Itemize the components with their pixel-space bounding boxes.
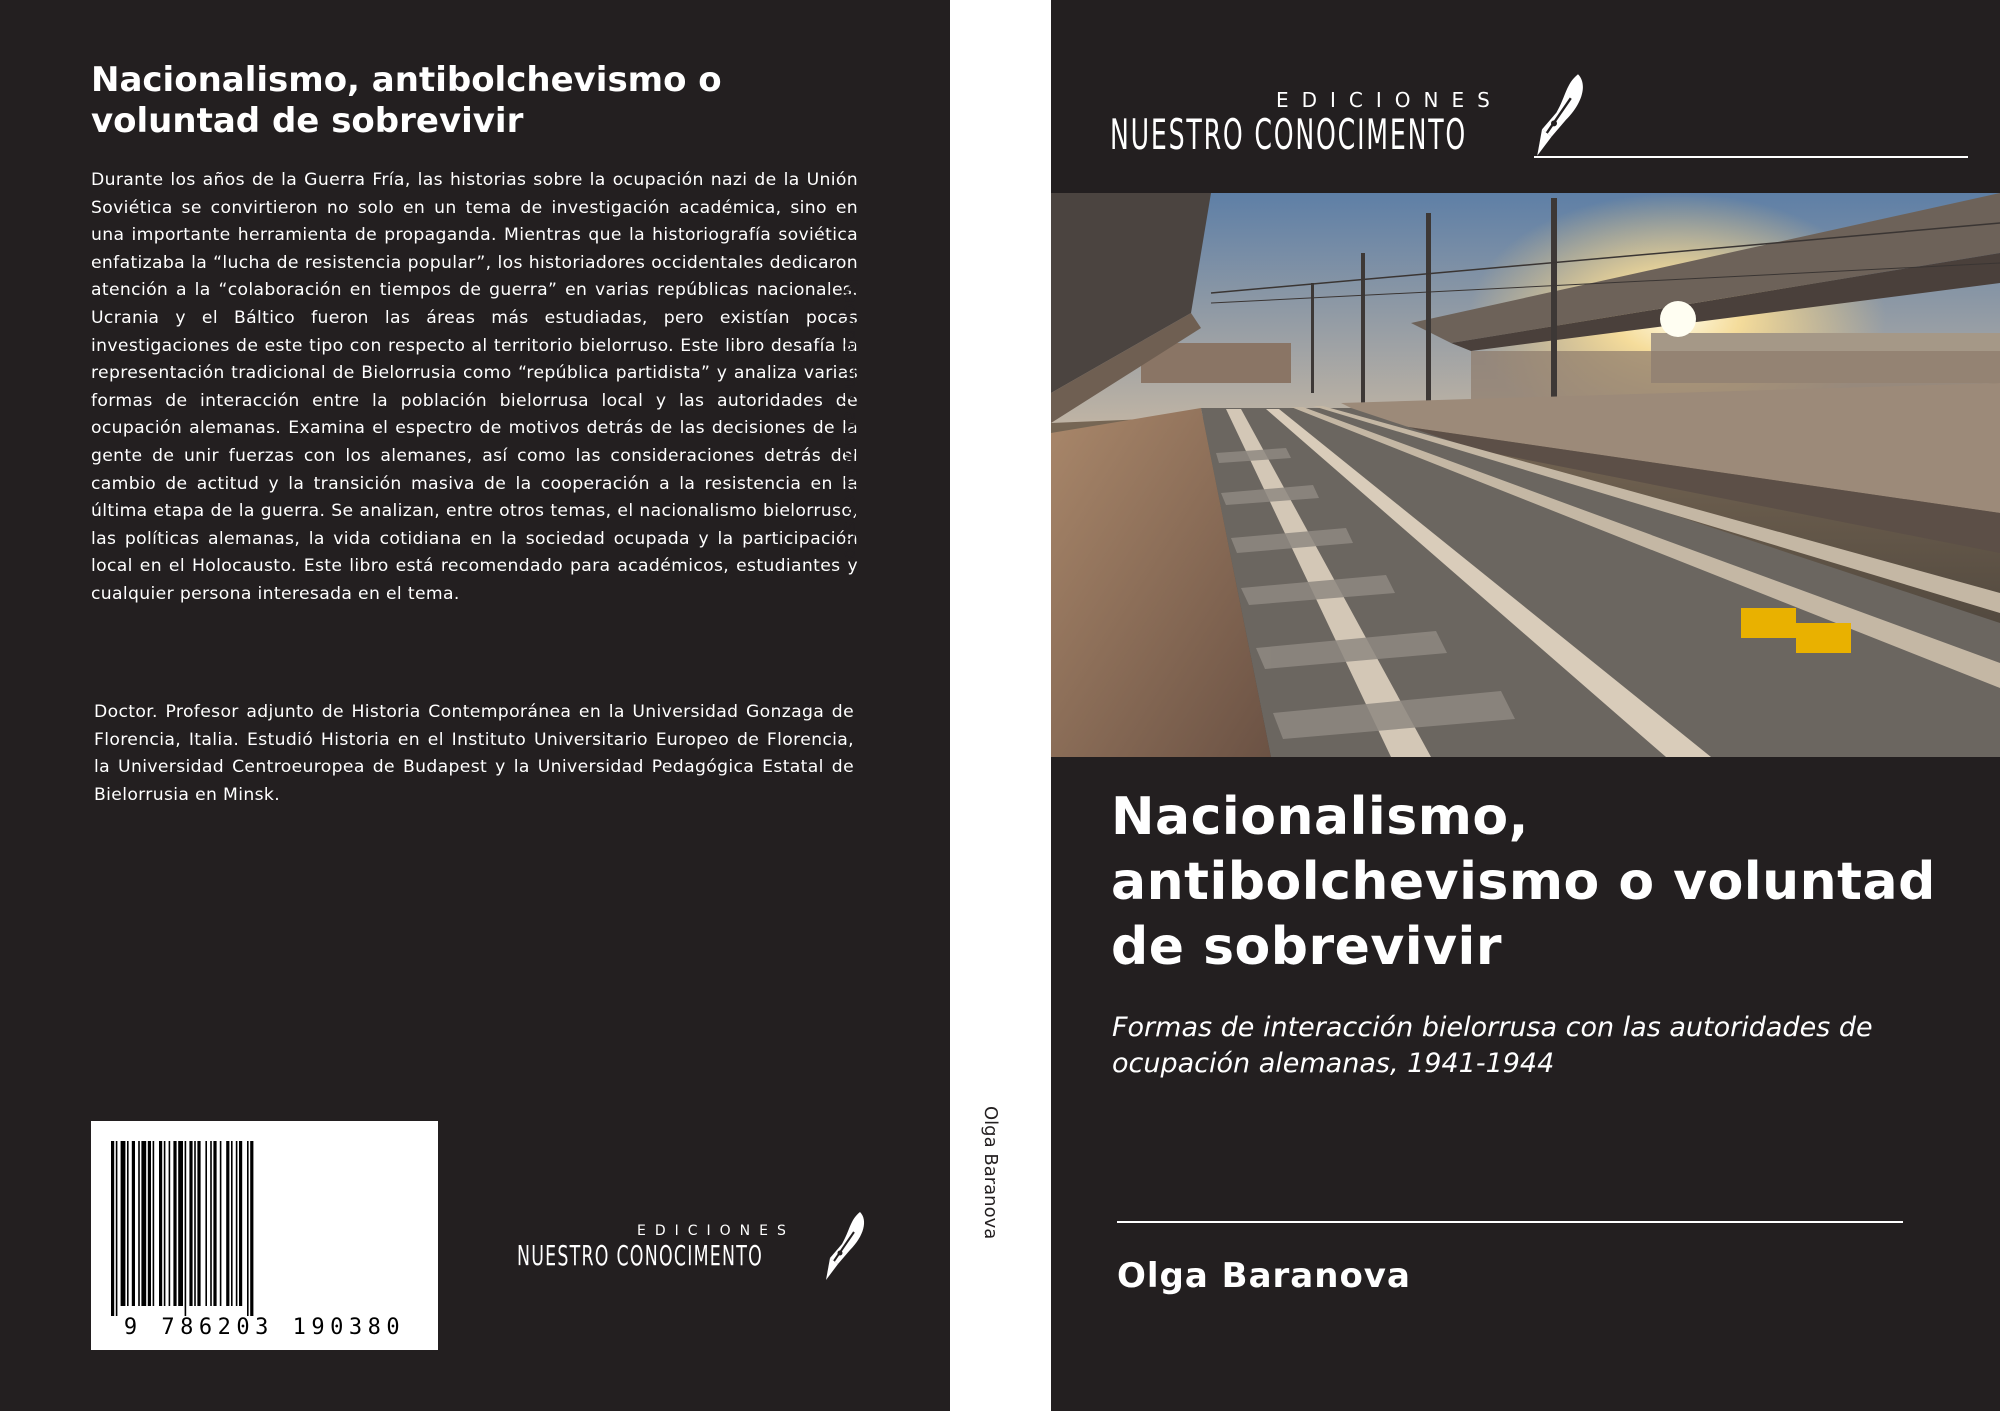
barcode-bar	[236, 1141, 238, 1306]
publisher-logo-front	[1108, 70, 1968, 170]
barcode-bar	[194, 1141, 196, 1306]
fountain-pen-icon	[1530, 70, 1590, 160]
barcode-bar	[220, 1141, 222, 1306]
barcode-bar	[197, 1141, 200, 1306]
barcode-bar	[153, 1141, 155, 1306]
publisher-logo-top-text: EDICIONES	[1276, 88, 1503, 112]
barcode-bar	[178, 1141, 183, 1306]
barcode-bar	[169, 1141, 171, 1306]
barcode-bar	[116, 1141, 118, 1316]
barcode-bar	[205, 1141, 207, 1306]
back-cover-title: Nacionalismo, antibolchevismo o voluntad de sobrevivir	[91, 60, 722, 141]
fountain-pen-icon	[820, 1210, 870, 1282]
spine-author: Olga Baranova	[980, 1106, 1001, 1240]
barcode-bar	[127, 1141, 129, 1306]
cover-photo	[1051, 193, 2000, 757]
author-bio: Doctor. Profesor adjunto de Historia Contemporánea en la Universidad Gonzaga de Florencia, Italia. Estudió Historia en el Instituto Universitario Europeo de Florencia, la Universidad Centroeuropea de Budapest y la Universidad Pedagógica Estatal de Bielorrusia en Minsk.	[94, 702, 854, 805]
railway-sunset-image	[1051, 193, 2000, 757]
barcode-bar	[111, 1141, 114, 1316]
barcode-bar	[226, 1141, 229, 1306]
barcode-bar	[121, 1141, 126, 1306]
barcode-bar	[213, 1141, 216, 1306]
barcode-bar	[173, 1141, 176, 1306]
barcode-bar	[247, 1141, 249, 1316]
publisher-logo-bottom-text: NUESTRO CONOCIMENTO	[1110, 110, 1468, 159]
spine-title: Nacionalismo, antibolchevismo	[839, 279, 861, 560]
publisher-logo-top-text: EDICIONES	[637, 1223, 795, 1239]
barcode-bar	[210, 1141, 212, 1306]
logo-rule	[1534, 156, 1968, 158]
publisher-logo-back	[515, 1205, 875, 1285]
barcode-bar	[189, 1141, 192, 1306]
front-cover-author: Olga Baranova	[1117, 1256, 1411, 1296]
isbn-barcode	[91, 1121, 438, 1350]
isbn-number: 9 786203 190380	[123, 1315, 406, 1340]
barcode-bar	[164, 1141, 166, 1306]
barcode-bar	[239, 1141, 242, 1306]
back-cover-blurb: Durante los años de la Guerra Fría, las historias sobre la ocupación nazi de la Unión Soviética se convirtieron no solo en un tema de investigación académica, sino en una importante herramienta de propaganda. Mientras que la historiografía soviética enfatizaba la “lucha de resistencia popular”, los historiadores occidentales dedicaron atención a la “colaboración en tiempos de guerra” en varias repúblicas nacionales. Ucrania y el Báltico fueron las áreas más estudiadas, pero existían pocas investigaciones de este tipo con respecto al territorio bielorruso. Este libro desafía la representación tradicional de Bielorrusia como “república partidista” y analiza varias formas de interacción entre la población bielorrusa local y las autoridades de ocupación alemanas. Examina el espectro de motivos detrás de las decisiones de la gente de unir fuerzas con los alemanes, así como las consideraciones detrás del cambio de actitud y la transición masiva de la cooperación a la resistencia en la última etapa de la guerra. Se analizan, entre otros temas, el nacionalismo bielorruso, las políticas alemanas, la vida cotidiana en la sociedad ocupada y la participación local en el Holocausto. Este libro está recomendado para académicos, estudiantes y cualquier persona interesada en el tema.	[91, 170, 858, 604]
barcode-bar	[185, 1141, 187, 1316]
front-cover-title: Nacionalismo, antibolchevismo o voluntad de sobrevivir	[1111, 787, 1936, 977]
barcode-bar	[159, 1141, 162, 1306]
front-cover-subtitle: Formas de interacción bielorrusa con las autoridades de ocupación alemanas, 1941-1944	[1112, 1012, 1873, 1079]
barcode-bar	[138, 1141, 140, 1306]
author-divider	[1117, 1221, 1903, 1223]
barcode-bar	[250, 1141, 253, 1316]
barcode-bar	[231, 1141, 233, 1306]
barcode-bar	[132, 1141, 135, 1306]
publisher-logo-bottom-text: NUESTRO CONOCIMENTO	[517, 1239, 763, 1272]
barcode-bar	[141, 1141, 146, 1306]
barcode-bar	[148, 1141, 151, 1306]
